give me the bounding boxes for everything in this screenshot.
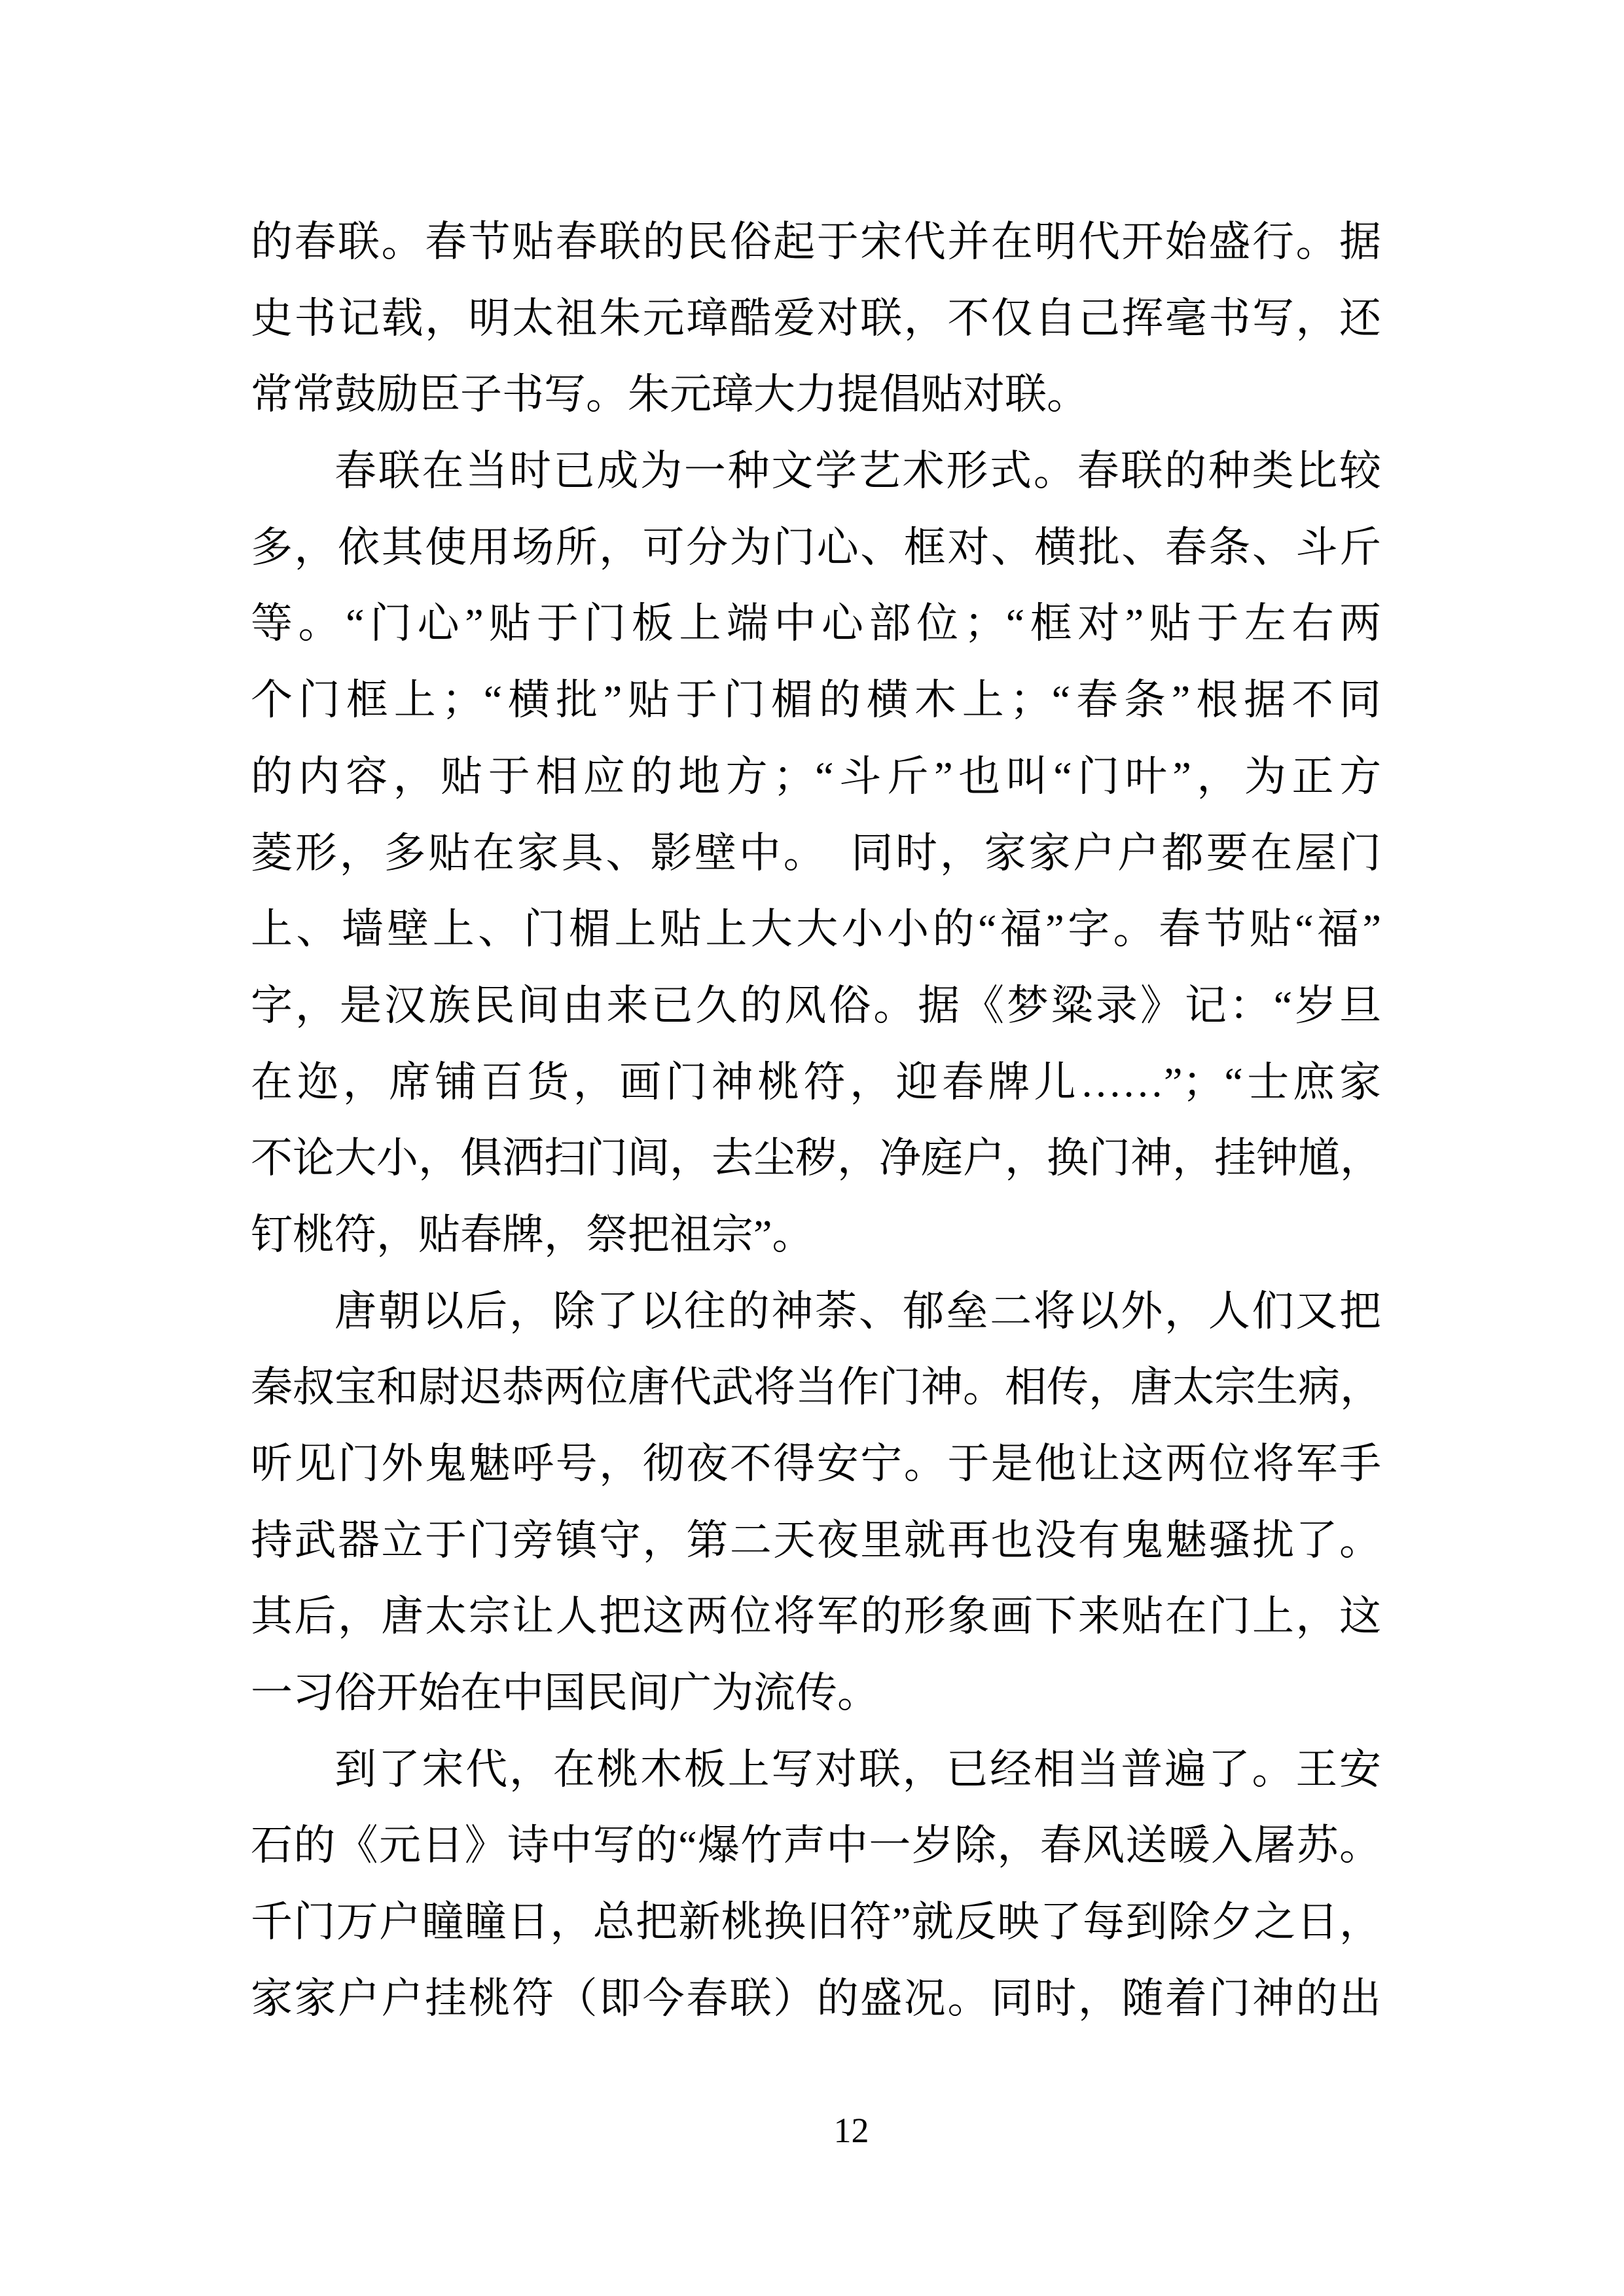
- text-line: 听见门外鬼魅呼号，彻夜不得安宁。于是他让这两位将军手: [251, 1441, 1381, 1487]
- text-line: 一习俗开始在中国民间广为流传。: [251, 1670, 879, 1717]
- page-number: 12: [833, 2111, 869, 2150]
- text-line: 多，依其使用场所，可分为门心、框对、横批、春条、斗斤: [251, 524, 1381, 571]
- text-line: 等。“门心”贴于门板上端中心部位；“框对”贴于左右两: [251, 600, 1381, 647]
- text-line: 史书记载，明太祖朱元璋酷爱对联，不仅自己挥毫书写，还: [251, 295, 1381, 342]
- text-line: 石的《元日》诗中写的“爆竹声中一岁除，春风送暖入屠苏。: [251, 1822, 1381, 1869]
- text-line: 个门框上；“横批”贴于门楣的横木上；“春条”根据不同: [251, 677, 1381, 724]
- text-line: 秦叔宝和尉迟恭两位唐代武将当作门神。相传，唐太宗生病，: [251, 1364, 1382, 1411]
- text-line: 春联在当时已成为一种文学艺术形式。春联的种类比较: [334, 448, 1381, 495]
- text-line: 菱形，多贴在家具、影壁中。 同时，家家户户都要在屋门: [251, 829, 1381, 876]
- text-line: 上、墙壁上、门楣上贴上大大小小的“福”字。春节贴“福”: [251, 906, 1381, 953]
- text-line: 钉桃符，贴春牌，祭把祖宗”。: [251, 1211, 814, 1258]
- text-line: 千门万户瞳瞳日，总把新桃换旧符”就反映了每到除夕之日，: [251, 1899, 1381, 1946]
- text-line: 常常鼓励臣子书写。朱元璋大力提倡贴对联。: [251, 371, 1089, 418]
- text-line: 到了宋代，在桃木板上写对联，已经相当普遍了。王安: [334, 1746, 1381, 1793]
- text-line: 其后，唐太宗让人把这两位将军的形象画下来贴在门上，这: [251, 1593, 1381, 1640]
- text-line: 家家户户挂桃符（即今春联）的盛况。同时，随着门神的出: [251, 1975, 1381, 2022]
- text-line: 不论大小，俱洒扫门闾，去尘秽，净庭户，换门神，挂钟馗，: [251, 1135, 1382, 1182]
- text-line: 持武器立于门旁镇守，第二天夜里就再也没有鬼魅骚扰了。: [251, 1516, 1381, 1564]
- text-line: 的内容，贴于相应的地方；“斗斤”也叫“门叶”，为正方: [251, 753, 1381, 800]
- text-line: 在迩，席铺百货，画门神桃符，迎春牌儿……”；“士庶家: [251, 1058, 1381, 1105]
- page-footer: [39, 2111, 1624, 2150]
- text-column: [251, 204, 1381, 2037]
- text-line: 字，是汉族民间由来已久的风俗。据《梦粱录》记：“岁旦: [251, 982, 1381, 1029]
- text-line: 的春联。春节贴春联的民俗起于宋代并在明代开始盛行。据: [251, 219, 1381, 265]
- text-line: 唐朝以后，除了以往的神荼、郁垒二将以外，人们又把: [334, 1287, 1381, 1335]
